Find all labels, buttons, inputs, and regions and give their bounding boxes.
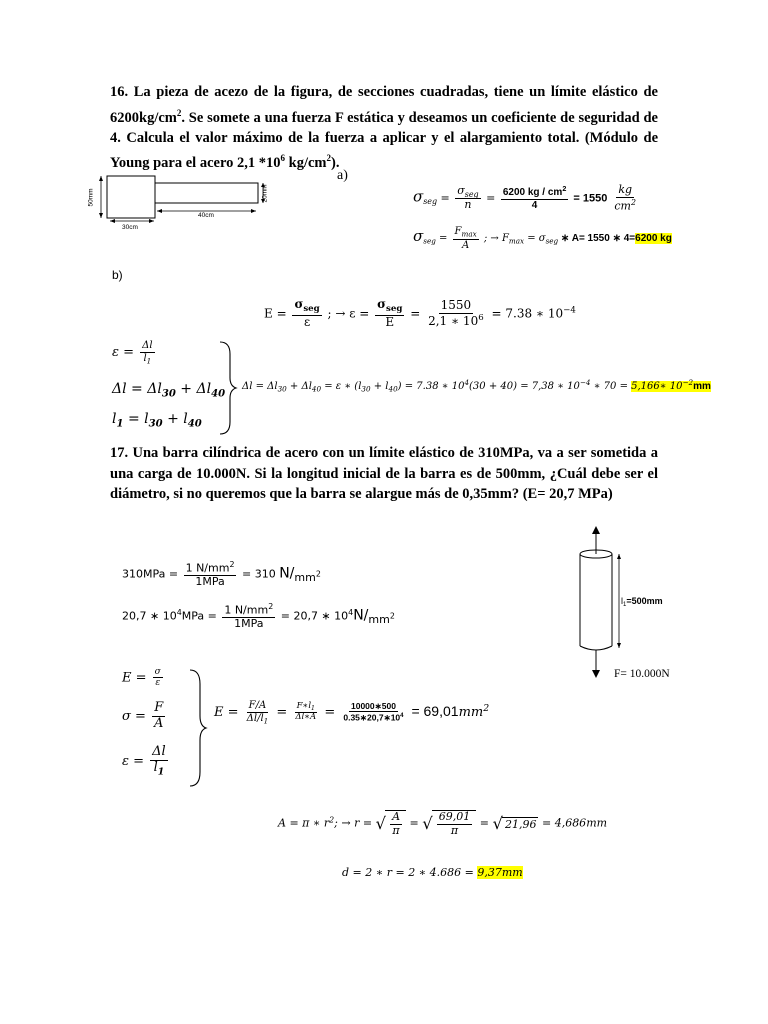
stepped-bar-figure — [87, 168, 280, 234]
conversion-yield: 310MPa = $\frac{1 N/mm^2}{\text{1MPa}}$ = 310 $N/mm^2$ — [122, 560, 321, 588]
length-small-label: 40cm — [198, 212, 214, 219]
cylinder-figure — [568, 524, 708, 684]
equation-elongation: $\Delta l = \Delta l_{30} + \Delta l_{40} = \varepsilon$ ∗ $(l_{30} + l_{40}) = 7.38$ ∗ $10^4(30 + 40) = 7,38$ ∗ $10^{-4}$ ∗ 70 = 5,166∗ $10^{-2}mm$ — [242, 378, 711, 394]
system-17-line-2: σ = $\frac{F}{A}$ — [122, 700, 164, 731]
problem-17-statement: 17. Una barra cilíndrica de acero con un límite elástico de 310MPa, va a ser sometida a una carga de 10.000N. Si la longitud inicial de la barra es de 500mm, ¿Cuál debe ser el diámetro, si no queremos que la barra se alargue más de 0,35mm? (E= 20,7 MPa) — [110, 445, 658, 502]
answer-fmax: 6200 kg — [635, 233, 672, 245]
answer-diameter: 9,37mm — [477, 866, 523, 879]
brace-16 — [214, 340, 238, 436]
part-b-label: b) — [112, 268, 123, 282]
problem-16-statement: 16. La pieza de acezo de la figura, de secciones cuadradas, tiene un límite elástico de $6200kg/cm^2$. Se somete a una fuerza F estática y deseamos un coeficiente de seguridad de 4. Calcula el valor máximo de la fuerza a aplicar y el alargamiento total. (Módulo de Young para el acero 2,1 $*10^6$ $kg/cm^2$). — [110, 84, 658, 172]
part-a-label: a) — [337, 168, 348, 183]
brace-17 — [186, 668, 210, 788]
height-small-label: 20mm — [261, 184, 269, 203]
system-16-line-2: $\Delta l = \Delta l_{30} + \Delta l_{40}$ — [112, 381, 226, 400]
equation-fmax: $\sigma_{seg}$ = $\frac{F_{max}}{A}$ ; → $F_{max} = \sigma_{seg}$ ∗ A= 1550 ∗ 4=6200 kg — [413, 226, 672, 251]
equation-area: E = $\frac{F/A}{\Delta l/l_1}$ = $\frac{F∗l_1}{\Delta l∗A}$ = $\frac{10000∗500}{0.35∗20,7∗10^4}$ = $69,01mm^2$ — [214, 700, 490, 726]
system-17-line-1: E = $\frac{\sigma}{\varepsilon}$ — [122, 667, 161, 689]
equation-strain: E = $\frac{\sigma_{seg}}{\varepsilon}$ ; → ε = $\frac{\sigma_{seg}}{E}$ = $\frac{1550}{2,1 ∗ 10^6}$ = 7.38 ∗ $10^{-4}$ — [264, 297, 576, 329]
stepped-bar-drawing — [87, 168, 280, 234]
answer-elongation: 5,166∗ $10^{-2}mm$ — [631, 378, 711, 392]
length-label: $l_1=500mm$ — [621, 596, 663, 608]
conversion-modulus: 20,7 ∗ $10^4MPa$ = $\frac{1 N/mm^2}{\text{1MPa}}$ = 20,7 ∗ $10^4N/mm^2$ — [122, 602, 395, 630]
force-label: F= 10.000N — [614, 668, 670, 680]
length-large-label: 30cm — [122, 224, 138, 231]
system-17-line-3: ε = $\frac{\Delta l}{l_1}$ — [122, 744, 166, 778]
system-16-line-3: $l_1 = l_{30} + l_{40}$ — [112, 411, 202, 430]
system-16-line-1: ε = $\frac{\Delta l}{l_1}$ — [112, 340, 153, 366]
height-large-label: 50mm — [87, 188, 95, 207]
equation-radius: A = π ∗ $r^2$; → r = √ $\frac{A}{\pi}$ = √ $\frac{69,01}{\pi}$ = √ 21,96 = 4,686mm — [278, 810, 608, 837]
equation-sigma-seg: $\sigma_{seg}$ = $\frac{\sigma_{seg}}{n}$ = $\frac{6200 kg / cm^2}{4}$ = 1550 $\frac{kg}{cm^2}$ — [413, 183, 637, 212]
equation-diameter: d = 2 ∗ r = 2 ∗ 4.686 = 9,37mm — [342, 866, 523, 879]
